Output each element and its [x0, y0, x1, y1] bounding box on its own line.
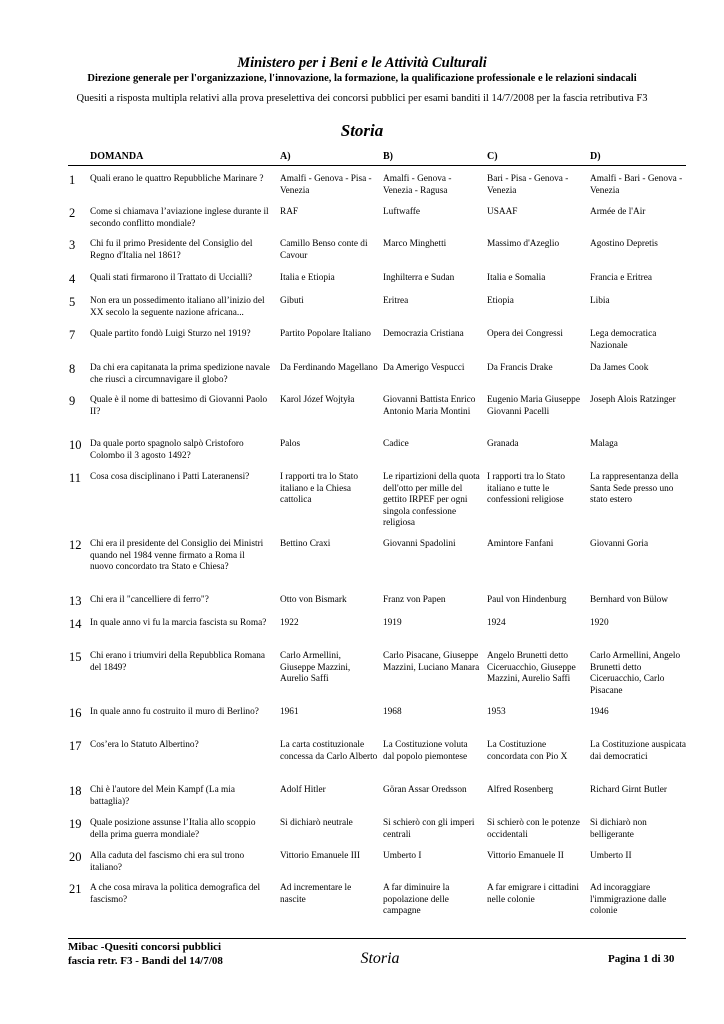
question-number: 1 — [69, 173, 76, 187]
answer-b: Cadice — [383, 439, 409, 449]
answer-b: Si schierò con gli imperi centrali — [383, 818, 475, 840]
answer-b: Da Amerigo Vespucci — [383, 363, 465, 373]
exam-description: Quesiti a risposta multipla relativi alla prova preselettiva dei concorsi pubblici per esami banditi il 14/7/2008 per la fascia retributiva F3 — [76, 93, 648, 104]
answer-d: 1946 — [590, 707, 609, 717]
answer-d: Francia e Eritrea — [590, 273, 652, 283]
answer-b: Giovanni Spadolini — [383, 539, 456, 549]
question-text: In quale anno fu costruito il muro di Berlino? — [90, 707, 259, 717]
answer-a: Da Ferdinando Magellano — [280, 363, 378, 373]
answer-c: USAAF — [487, 207, 518, 217]
answer-c: Angelo Brunetti detto Ciceruacchio, Giuseppe Mazzini, Aurelio Saffi — [487, 651, 576, 684]
answer-a: Carlo Armellini, Giuseppe Mazzini, Aurelio Saffi — [280, 651, 351, 684]
question-text: Chi era il presidente del Consiglio dei Ministri quando nel 1984 venne firmato a Roma il nuovo concordato tra Stato e Chiesa? — [90, 539, 264, 572]
answer-c: Italia e Somalia — [487, 273, 546, 283]
answer-c: A far emigrare i cittadini nelle colonie — [487, 883, 579, 905]
question-number: 18 — [69, 784, 82, 798]
column-c-header: C) — [487, 151, 498, 162]
question-number: 5 — [69, 295, 76, 309]
answer-a: Karol Józef Wojtyła — [280, 395, 355, 405]
question-number: 11 — [69, 471, 82, 485]
ministry-title: Ministero per i Beni e le Attività Culturali — [237, 55, 487, 71]
question-text: Chi fu il primo Presidente del Consiglio del Regno d'Italia nel 1861? — [90, 239, 253, 261]
answer-a: Partito Popolare Italiano — [280, 329, 371, 339]
question-text: Cosa cosa disciplinano i Patti Lateranensi? — [90, 472, 250, 482]
question-number: 13 — [69, 594, 82, 608]
answer-b: Luftwaffe — [383, 207, 420, 217]
question-number: 2 — [69, 206, 76, 220]
answer-b: La Costituzione voluta dal popolo piemontese — [383, 740, 468, 762]
question-text: Da chi era capitanata la prima spedizione navale che riuscì a circumnavigare il globo? — [90, 363, 270, 385]
answer-a: 1961 — [280, 707, 299, 717]
question-text: Non era un possedimento italiano all’inizio del XX secolo la seguente nazione africana... — [90, 296, 265, 318]
column-d-header: D) — [590, 151, 601, 162]
answer-a: Si dichiarò neutrale — [280, 818, 353, 828]
answer-a: Camillo Benso conte di Cavour — [280, 239, 368, 261]
answer-a: Ad incrementare le nascite — [280, 883, 352, 905]
answer-b: Eritrea — [383, 296, 409, 306]
answer-d: 1920 — [590, 618, 609, 628]
question-text: Quale è il nome di battesimo di Giovanni Paolo II? — [90, 395, 268, 417]
answer-a: 1922 — [280, 618, 299, 628]
answer-c: Si schierò con le potenze occidentali — [487, 818, 580, 840]
answer-d: Lega democratica Nazionale — [590, 329, 657, 351]
question-number: 19 — [69, 817, 82, 831]
answer-c: Alfred Rosenberg — [487, 785, 554, 795]
answer-b: Giovanni Battista Enrico Antonio Maria Montini — [383, 395, 476, 417]
answer-b: Umberto I — [383, 851, 422, 861]
question-text: Cos’era lo Statuto Albertino? — [90, 740, 199, 750]
question-text: Quale posizione assunse l’Italia allo scoppio della prima guerra mondiale? — [90, 818, 256, 840]
answer-c: I rapporti tra lo Stato italiano e tutte le confessioni religiose — [487, 472, 565, 505]
answer-c: La Costituzione concordata con Pio X — [487, 740, 568, 762]
answer-d: Libia — [590, 296, 610, 306]
question-text: In quale anno vi fu la marcia fascista su Roma? — [90, 618, 267, 628]
question-text: Quale partito fondò Luigi Sturzo nel 1919? — [90, 329, 251, 339]
question-number: 16 — [69, 706, 82, 720]
question-text: A che cosa mirava la politica demografica del fascismo? — [90, 883, 261, 905]
answer-a: Italia e Etiopia — [280, 273, 335, 283]
answer-b: Carlo Pisacane, Giuseppe Mazzini, Luciano Manara — [383, 651, 480, 673]
question-text: Quali stati firmarono il Trattato di Uccialli? — [90, 273, 253, 283]
answer-d: Ad incoraggiare l'immigrazione dalle colonie — [590, 883, 667, 916]
answer-a: Gibuti — [280, 296, 304, 306]
answer-c: Paul von Hindenburg — [487, 595, 567, 605]
question-number: 15 — [69, 650, 82, 664]
answer-c: Eugenio Maria Giuseppe Giovanni Pacelli — [487, 395, 580, 417]
answer-d: Malaga — [590, 439, 618, 449]
answer-b: Franz von Papen — [383, 595, 446, 605]
answer-b: 1968 — [383, 707, 402, 717]
answer-a: I rapporti tra lo Stato italiano e la Chiesa cattolica — [280, 472, 358, 505]
answer-c: Massimo d'Azeglio — [487, 239, 560, 249]
answer-c: Opera dei Congressi — [487, 329, 563, 339]
answer-a: Otto von Bismark — [280, 595, 347, 605]
question-text: Come si chiamava l’aviazione inglese durante il secondo conflitto mondiale? — [90, 207, 269, 229]
question-number: 20 — [69, 850, 82, 864]
answer-b: Amalfi - Genova - Venezia - Ragusa — [383, 174, 452, 196]
answer-b: A far diminuire la popolazione delle campagne — [383, 883, 450, 916]
question-number: 4 — [69, 272, 76, 286]
directorate-subtitle: Direzione generale per l'organizzazione, l'innovazione, la formazione, la qualificazione professionale e le relazioni sindacali — [87, 73, 637, 84]
answer-c: 1924 — [487, 618, 506, 628]
question-number: 21 — [69, 882, 82, 896]
footer-subject: Storia — [360, 950, 400, 967]
answer-c: Granada — [487, 439, 519, 449]
answer-c: 1953 — [487, 707, 506, 717]
header-divider — [68, 165, 686, 166]
question-text: Chi è l'autore del Mein Kampf (La mia battaglia)? — [90, 785, 235, 807]
answer-d: Agostino Depretis — [590, 239, 658, 249]
answer-d: Joseph Alois Ratzinger — [590, 395, 676, 405]
answer-b: Marco Minghetti — [383, 239, 447, 249]
question-text: Chi era il "cancelliere di ferro"? — [90, 595, 209, 605]
answer-d: Umberto II — [590, 851, 632, 861]
answer-b: Göran Assar Oredsson — [383, 785, 467, 795]
answer-d: La Costituzione auspicata dai democratici — [590, 740, 687, 762]
answer-d: Carlo Armellini, Angelo Brunetti detto Ciceruacchio, Carlo Pisacane — [590, 651, 681, 696]
answer-a: Adolf Hitler — [280, 785, 326, 795]
question-number: 7 — [69, 328, 76, 342]
question-number: 12 — [69, 538, 82, 552]
question-number: 9 — [69, 394, 76, 408]
answer-a: Vittorio Emanuele III — [280, 851, 360, 861]
page-number: Pagina 1 di 30 — [608, 953, 675, 965]
question-number: 17 — [69, 739, 82, 753]
question-text: Alla caduta del fascismo chi era sul trono italiano? — [90, 851, 245, 873]
footer-line-2: fascia retr. F3 - Bandi del 14/7/08 — [68, 955, 223, 967]
subject-title: Storia — [340, 121, 384, 140]
question-text: Chi erano i triumviri della Repubblica Romana del 1849? — [90, 651, 266, 673]
question-number: 8 — [69, 362, 76, 376]
answer-d: Armée de l'Air — [590, 207, 646, 217]
answer-a: La carta costituzionale concessa da Carlo Alberto — [280, 740, 378, 762]
answer-d: Bernhard von Bülow — [590, 595, 668, 605]
answer-b: 1919 — [383, 618, 402, 628]
answer-a: Amalfi - Genova - Pisa - Venezia — [280, 174, 372, 196]
answer-d: Si dichiarò non belligerante — [590, 818, 647, 840]
answer-c: Da Francis Drake — [487, 363, 553, 373]
answer-b: Le ripartizioni della quota dell'otto per mille del gettito IRPEF per ogni singola confessione religiosa — [383, 472, 480, 528]
question-number: 10 — [69, 438, 82, 452]
answer-c: Bari - Pisa - Genova - Venezia — [487, 174, 569, 196]
answer-c: Amintore Fanfani — [487, 539, 554, 549]
answer-d: Amalfi - Bari - Genova - Venezia — [590, 174, 683, 196]
answer-c: Vittorio Emanuele II — [487, 851, 564, 861]
answer-b: Democrazia Cristiana — [383, 329, 464, 339]
answer-d: La rappresentanza della Santa Sede presso uno stato estero — [590, 472, 679, 505]
question-text: Da quale porto spagnolo salpò Cristoforo Colombo il 3 agosto 1492? — [90, 439, 244, 461]
answer-c: Etiopia — [487, 296, 514, 306]
answer-a: RAF — [280, 207, 299, 217]
answer-d: Giovanni Goria — [590, 539, 649, 549]
answer-b: Inghilterra e Sudan — [383, 273, 455, 283]
question-text: Quali erano le quattro Repubbliche Marinare ? — [90, 174, 264, 184]
answer-a: Palos — [280, 439, 301, 449]
column-b-header: B) — [383, 151, 393, 162]
column-question-header: DOMANDA — [90, 151, 144, 162]
answer-d: Richard Girnt Butler — [590, 785, 667, 795]
footer-line-1: Mibac -Quesiti concorsi pubblici — [68, 941, 222, 953]
answer-a: Bettino Craxi — [280, 539, 331, 549]
question-number: 3 — [69, 238, 76, 252]
question-number: 14 — [69, 617, 82, 631]
column-a-header: A) — [280, 151, 291, 162]
answer-d: Da James Cook — [590, 363, 649, 373]
footer-divider — [68, 938, 686, 939]
